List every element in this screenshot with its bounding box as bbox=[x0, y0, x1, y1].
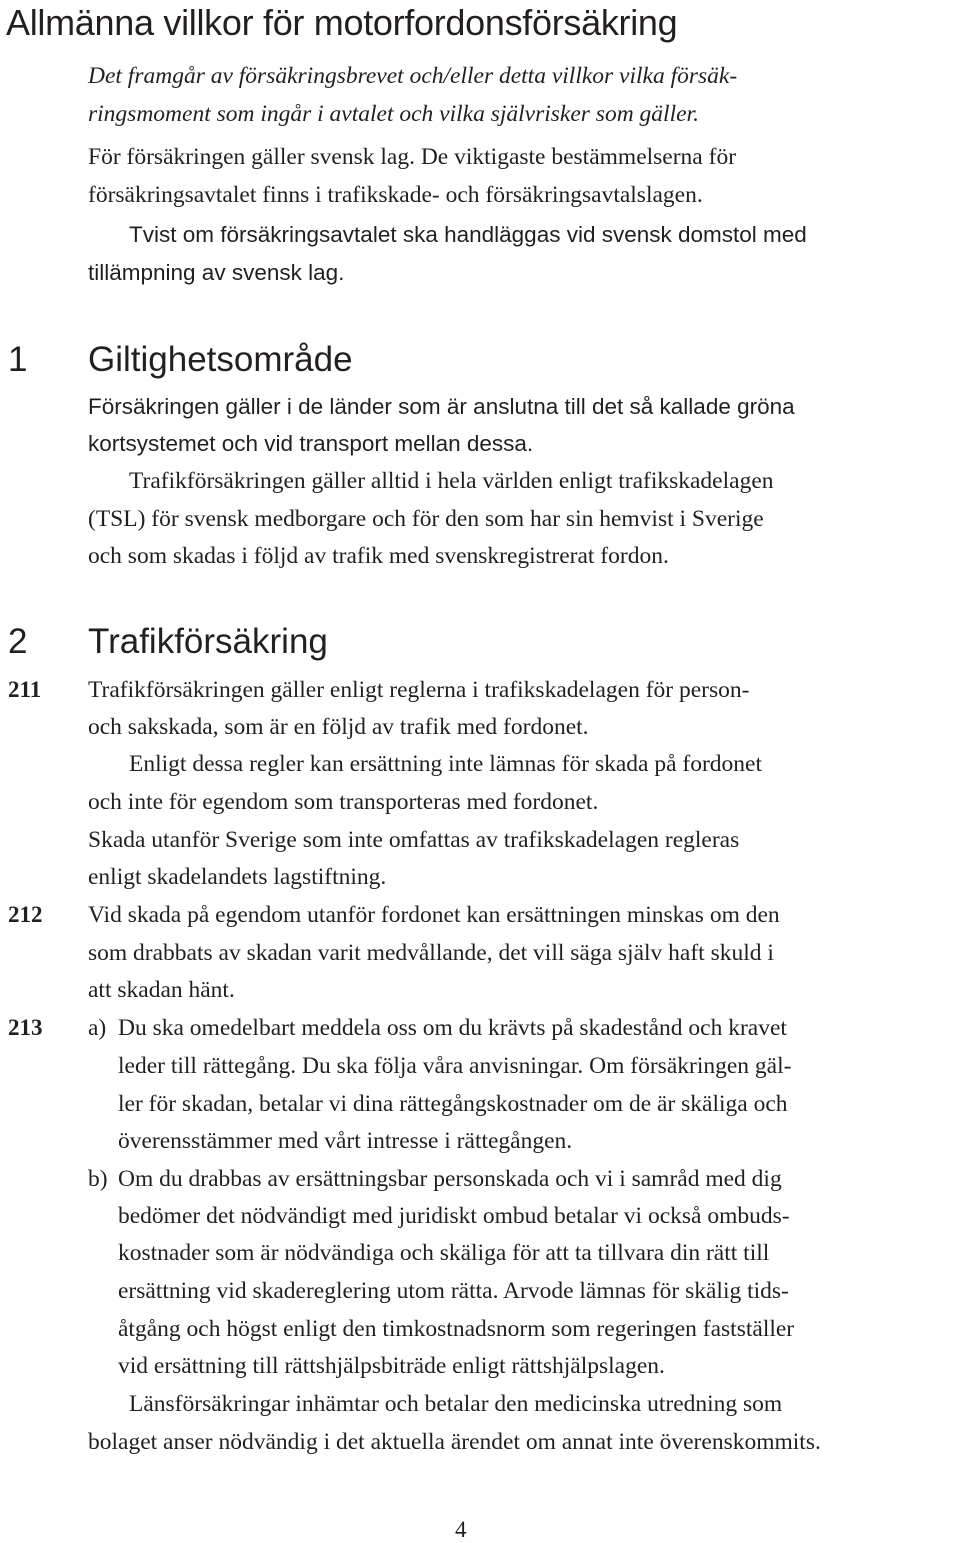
intro-italic-line: Det framgår av försäkringsbrevet och/eller detta villkor vilka försäk- bbox=[88, 63, 738, 89]
closing-line: bolaget anser nödvändig i det aktuella ärendet om annat inte överenskommits. bbox=[88, 1429, 821, 1455]
intro-italic-line: ringsmoment som ingår i avtalet och vilka självrisker som gäller. bbox=[88, 101, 699, 127]
section-line: och som skadas i följd av trafik med svenskregistrerat fordon. bbox=[88, 543, 669, 569]
intro-line: Tvist om försäkringsavtalet ska handläggas vid svensk domstol med bbox=[129, 222, 807, 247]
clause-line: att skadan hänt. bbox=[88, 977, 235, 1003]
clause-line: enligt skadelandets lagstiftning. bbox=[88, 864, 387, 890]
section-heading: Giltighetsområde bbox=[88, 340, 353, 379]
item-line: vid ersättning till rättshjälpsbiträde enligt rättshjälpslagen. bbox=[118, 1353, 665, 1379]
clause-line: och inte för egendom som transporteras med fordonet. bbox=[88, 789, 599, 815]
item-line: leder till rättegång. Du ska följa våra anvisningar. Om försäkringen gäl- bbox=[118, 1053, 792, 1079]
clause-line: Skada utanför Sverige som inte omfattas av trafikskadelagen regleras bbox=[88, 827, 740, 853]
intro-line: tillämpning av svensk lag. bbox=[88, 260, 345, 285]
document-title: Allmänna villkor för motorfordonsförsäkring bbox=[6, 2, 678, 43]
section-line: Trafikförsäkringen gäller alltid i hela världen enligt trafikskadelagen bbox=[129, 468, 774, 494]
section-line: Försäkringen gäller i de länder som är anslutna till det så kallade gröna bbox=[88, 394, 795, 419]
item-line: ersättning vid skadereglering utom rätta. Arvode lämnas för skälig tids- bbox=[118, 1278, 789, 1304]
clause-line: Trafikförsäkringen gäller enligt reglerna i trafikskadelagen för person- bbox=[88, 677, 750, 703]
item-line: kostnader som är nödvändiga och skäliga för att ta tillvara din rätt till bbox=[118, 1240, 770, 1266]
clause-line: och sakskada, som är en följd av trafik med fordonet. bbox=[88, 714, 589, 740]
item-line: bedömer det nödvändigt med juridiskt ombud betalar vi också ombuds- bbox=[118, 1203, 790, 1229]
clause-number: 212 bbox=[8, 902, 43, 927]
item-line: Du ska omedelbart meddela oss om du krävts på skadestånd och kravet bbox=[118, 1015, 787, 1041]
section-line: (TSL) för svensk medborgare och för den som har sin hemvist i Sverige bbox=[88, 506, 764, 532]
item-line: ler för skadan, betalar vi dina rättegångskostnader om de är skäliga och bbox=[118, 1091, 788, 1117]
intro-line: försäkringsavtalet finns i trafikskade- och försäkringsavtalslagen. bbox=[88, 182, 703, 208]
clause-line: som drabbats av skadan varit medvållande, det vill säga själv haft skuld i bbox=[88, 940, 774, 966]
section-number: 2 bbox=[8, 622, 28, 661]
item-line: åtgång och högst enligt den timkostnadsnorm som regeringen fastställer bbox=[118, 1316, 795, 1342]
item-line: Om du drabbas av ersättningsbar personskada och vi i samråd med dig bbox=[118, 1166, 782, 1192]
page-number: 4 bbox=[455, 1517, 467, 1542]
section-number: 1 bbox=[8, 340, 28, 379]
item-label: b) bbox=[88, 1166, 108, 1192]
section-heading: Trafikförsäkring bbox=[88, 622, 328, 661]
clause-line: Enligt dessa regler kan ersättning inte lämnas för skada på fordonet bbox=[129, 751, 762, 777]
clause-number: 211 bbox=[8, 677, 42, 702]
intro-line: För försäkringen gäller svensk lag. De viktigaste bestämmelserna för bbox=[88, 144, 737, 170]
section-line: kortsystemet och vid transport mellan dessa. bbox=[88, 431, 534, 456]
item-label: a) bbox=[88, 1015, 107, 1041]
clause-line: Vid skada på egendom utanför fordonet kan ersättningen minskas om den bbox=[88, 902, 780, 928]
clause-number: 213 bbox=[8, 1015, 43, 1040]
closing-line: Länsförsäkringar inhämtar och betalar den medicinska utredning som bbox=[129, 1391, 783, 1417]
item-line: överensstämmer med vårt intresse i rättegången. bbox=[118, 1128, 573, 1154]
